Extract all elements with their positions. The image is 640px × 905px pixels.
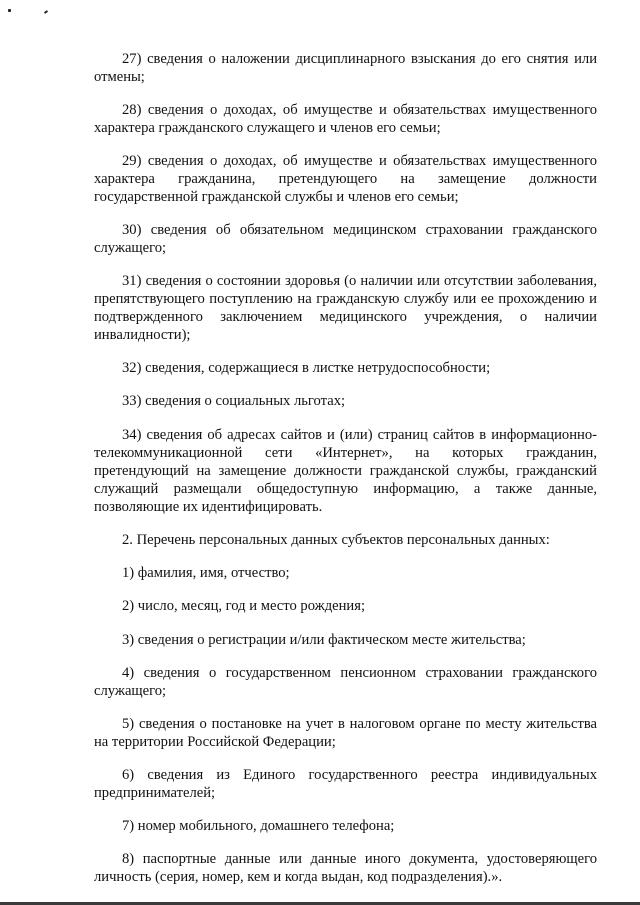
list-item-33: 33) сведения о социальных льготах; [122,393,346,410]
section-2-heading: 2. Перечень персональных данных субъектов персональных данных: [122,532,550,549]
list-item-1: 1) фамилия, имя, отчество; [122,565,290,582]
list-item-8: 8) паспортные данные или данные иного документа, удостоверяющего личность (серия, номер, кем и когда выдан, код подразделения).». [94,850,597,885]
list-item-4: 4) сведения о государственном пенсионном страховании гражданского служащего; [94,664,597,700]
scan-speck [8,9,11,12]
list-item-30: 30) сведения об обязательном медицинском страховании гражданского служащего; [94,221,597,257]
document-body [94,50,597,901]
list-item-2: 2) число, месяц, год и место рождения; [122,598,365,615]
list-item-5: 5) сведения о постановке на учет в налоговом органе по месту жительства на территории Российской Федерации; [94,715,597,750]
list-item-32: 32) сведения, содержащиеся в листке нетрудоспособности; [122,360,491,377]
list-item-28: 28) сведения о доходах, об имуществе и обязательствах имущественного характера гражданского служащего и членов его семьи; [94,101,597,137]
list-item-31: 31) сведения о состоянии здоровья (о наличии или отсутствии заболевания, препятствующего поступлению на гражданскую службу или ее прохождению и подтвержденного заключением медицинского учреждения, о наличии инвалидности); [94,272,597,344]
scan-speck [44,10,48,14]
list-item-29: 29) сведения о доходах, об имуществе и обязательствах имущественного характера гражданина, претендующего на замещение должности государственной гражданской службы и членов его семьи; [94,152,597,206]
list-item-3: 3) сведения о регистрации и/или фактическом месте жительства; [122,631,526,648]
list-item-27: 27) сведения о наложении дисциплинарного взыскания до его снятия или отмены; [94,51,597,86]
list-item-34: 34) сведения об адресах сайтов и (или) страниц сайтов в информационно-телекоммуникационной сети «Интернет», на которых гражданин, претендующий на замещение должности гражданской службы, гражданский служащий размещали общедоступную информацию, а также данные, позволяющие их идентифицировать. [94,426,597,516]
list-item-7: 7) номер мобильного, домашнего телефона; [122,817,395,834]
list-item-6: 6) сведения из Единого государственного реестра индивидуальных предпринимателей; [94,766,597,801]
